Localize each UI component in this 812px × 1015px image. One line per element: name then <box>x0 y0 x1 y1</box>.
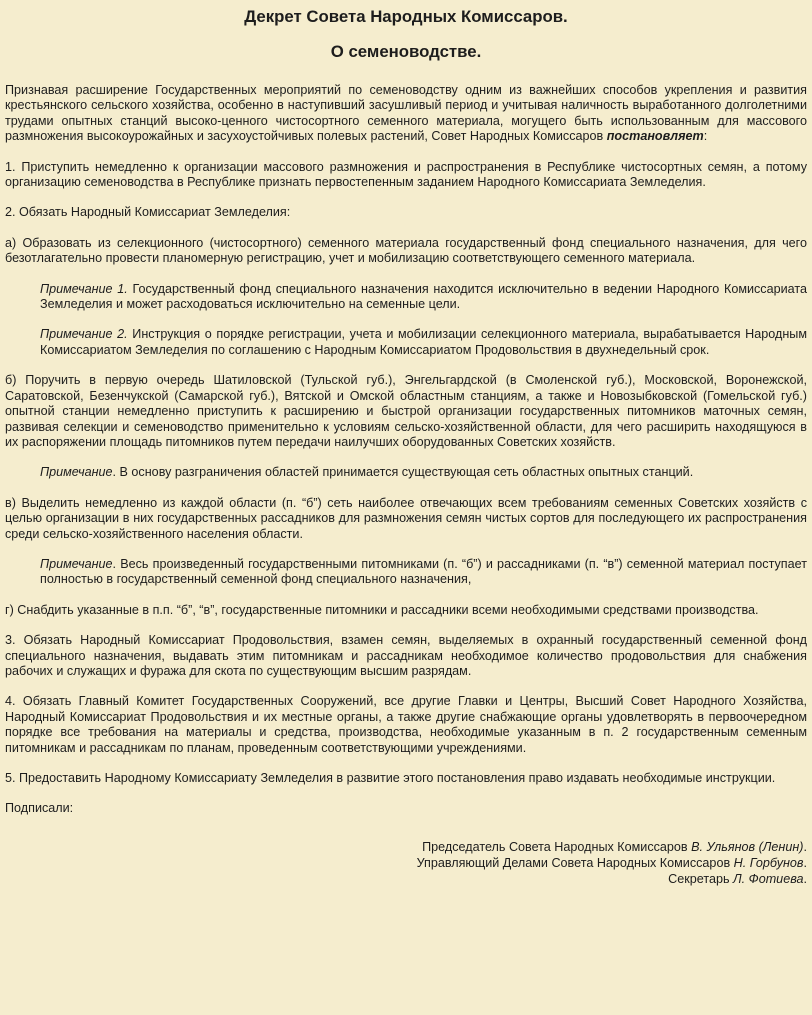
item-2v: в) Выделить немедленно из каждой области (п. “б”) сеть наиболее отвечающих всем требованиям семенных Советских хозяйств с целью организации в них государственных рассадников для размножения семян чистых сортов для последующего их распространения среди сельско-хозяйственного населения области. <box>5 495 807 541</box>
signature-position: Секретарь <box>668 871 734 886</box>
note-2 <box>5 327 807 358</box>
signed-label: Подписали: <box>5 801 74 816</box>
note-2-label: Примечание 2. <box>40 327 128 342</box>
preamble-text: Признавая расширение Государственных мероприятий по семеноводству одним из важнейших способов укрепления и развития крестьянского сельского хозяйства, особенно в наступивший засушливый период и учитывая наличность выработанного долголетними трудами опытных станций высоко-ценного чистосортного семенного материала, могущего быть использованным для массового размножения высокоурожайных и засухоустойчивых полевых растений, Совет Народных Комиссаров <box>5 83 807 144</box>
item-2g: г) Снабдить указанные в п.п. “б”, “в”, государственные питомники и рассадники всеми необходимыми средствами производства. <box>5 602 759 617</box>
note-4-text: . Весь произведенный государственными питомниками (п. “б”) и рассадниками (п. “в”) семенной материал поступает полностью в государственный семенной фонд специального назначения, <box>40 556 807 587</box>
signature-end: . <box>803 871 807 886</box>
signature-name: Н. Горбунов <box>733 855 804 870</box>
signature-secretary <box>5 871 807 887</box>
signature-name: Л. Фотиева <box>733 871 804 886</box>
signature-manager <box>5 855 807 871</box>
note-3-text: . В основу разграничения областей принимается существующая сеть областных опытных станций. <box>112 465 694 480</box>
preamble-paragraph <box>5 83 807 145</box>
item-2: 2. Обязать Народный Комиссариат Земледелия: <box>5 205 291 220</box>
note-1 <box>5 282 807 313</box>
item-3: 3. Обязать Народный Комиссариат Продовольствия, взамен семян, выделяемых в охранный государственный семенной фонд специального назначения, выдавать этим питомникам и рассадникам необходимое количество продовольствия для снабжения рабочих и служащих и фуража для скота по существующим высшим разрядам. <box>5 633 807 678</box>
item-4: 4. Обязать Главный Комитет Государственных Сооружений, все другие Главки и Центры, Высший Совет Народного Хозяйства, Народный Комиссариат Продовольствия и их местные органы, а также другие снабжающие органы удовлетворять в первоочередном порядке все требования на материалы и средства, производства, необходимые указанным в п. 2 государственным семенным питомникам и рассадникам по планам, проведенным соответствующими учреждениями. <box>5 694 807 755</box>
note-3-label: Примечание <box>40 465 113 480</box>
signature-block <box>5 839 807 887</box>
signature-position: Управляющий Делами Совета Народных Комиссаров <box>416 855 734 870</box>
item-1: 1. Приступить немедленно к организации массового размножения и распространения в Республике чистосортных семян, а потому организацию семеноводства в Республике признать первостепенным заданием Народного Комиссариата Земледелия. <box>5 159 807 190</box>
signature-position: Председатель Совета Народных Комиссаров <box>422 839 692 854</box>
preamble-end: : <box>703 129 708 144</box>
item-5: 5. Предоставить Народному Комиссариату Земледелия в развитие этого постановления право издавать необходимые инструкции. <box>5 771 776 785</box>
signature-end: . <box>803 839 807 854</box>
preamble-verb: постановляет <box>606 129 704 144</box>
note-1-text: Государственный фонд специального назначения находится исключительно в ведении Народного Комиссариата Земледелия и может расходоваться исключительно на семенные цели. <box>40 281 808 312</box>
note-1-label: Примечание 1. <box>40 281 128 296</box>
note-4 <box>5 557 807 588</box>
item-2a: а) Образовать из селекционного (чистосортного) семенного материала государственный фонд специального назначения, для чего безотлагательно провести планомерную регистрацию, учет и мобилизацию соответствующего семенного материала. <box>5 235 807 266</box>
signature-name: В. Ульянов (Ленин) <box>691 839 804 854</box>
note-2-text: Инструкция о порядке регистрации, учета и мобилизации селекционного материала, вырабатывается Народным Комиссариатом Земледелия по соглашению с Народным Комиссариатом Продовольствия в двухнедельный срок. <box>40 327 807 357</box>
signature-chairman <box>5 839 807 855</box>
item-2b: б) Поручить в первую очередь Шатиловской (Тульской губ.), Энгельгардской (в Смоленской губ.), Московской, Воронежской, Саратовской, Безенчукской (Самарской губ.), Вятской и Омской областным станциям, а также и Новозыбковской (Гомельской губ.) опытной станции немедленно приступить к расширению и быстрой организации государственных питомников маточных семян, развивая селекции и семеноводство применительно к условиям сельско-хозяйственной области, для чего расширить находящуюся в их распоряжении площадь питомников путем передачи наилучших оборудованных Советских хозяйств. <box>5 373 807 449</box>
note-3 <box>5 465 807 480</box>
note-4-label: Примечание <box>40 556 113 571</box>
document-title: Декрет Совета Народных Комиссаров. <box>244 7 568 26</box>
document-subtitle: О семеноводстве. <box>330 42 482 61</box>
signature-end: . <box>803 855 807 870</box>
